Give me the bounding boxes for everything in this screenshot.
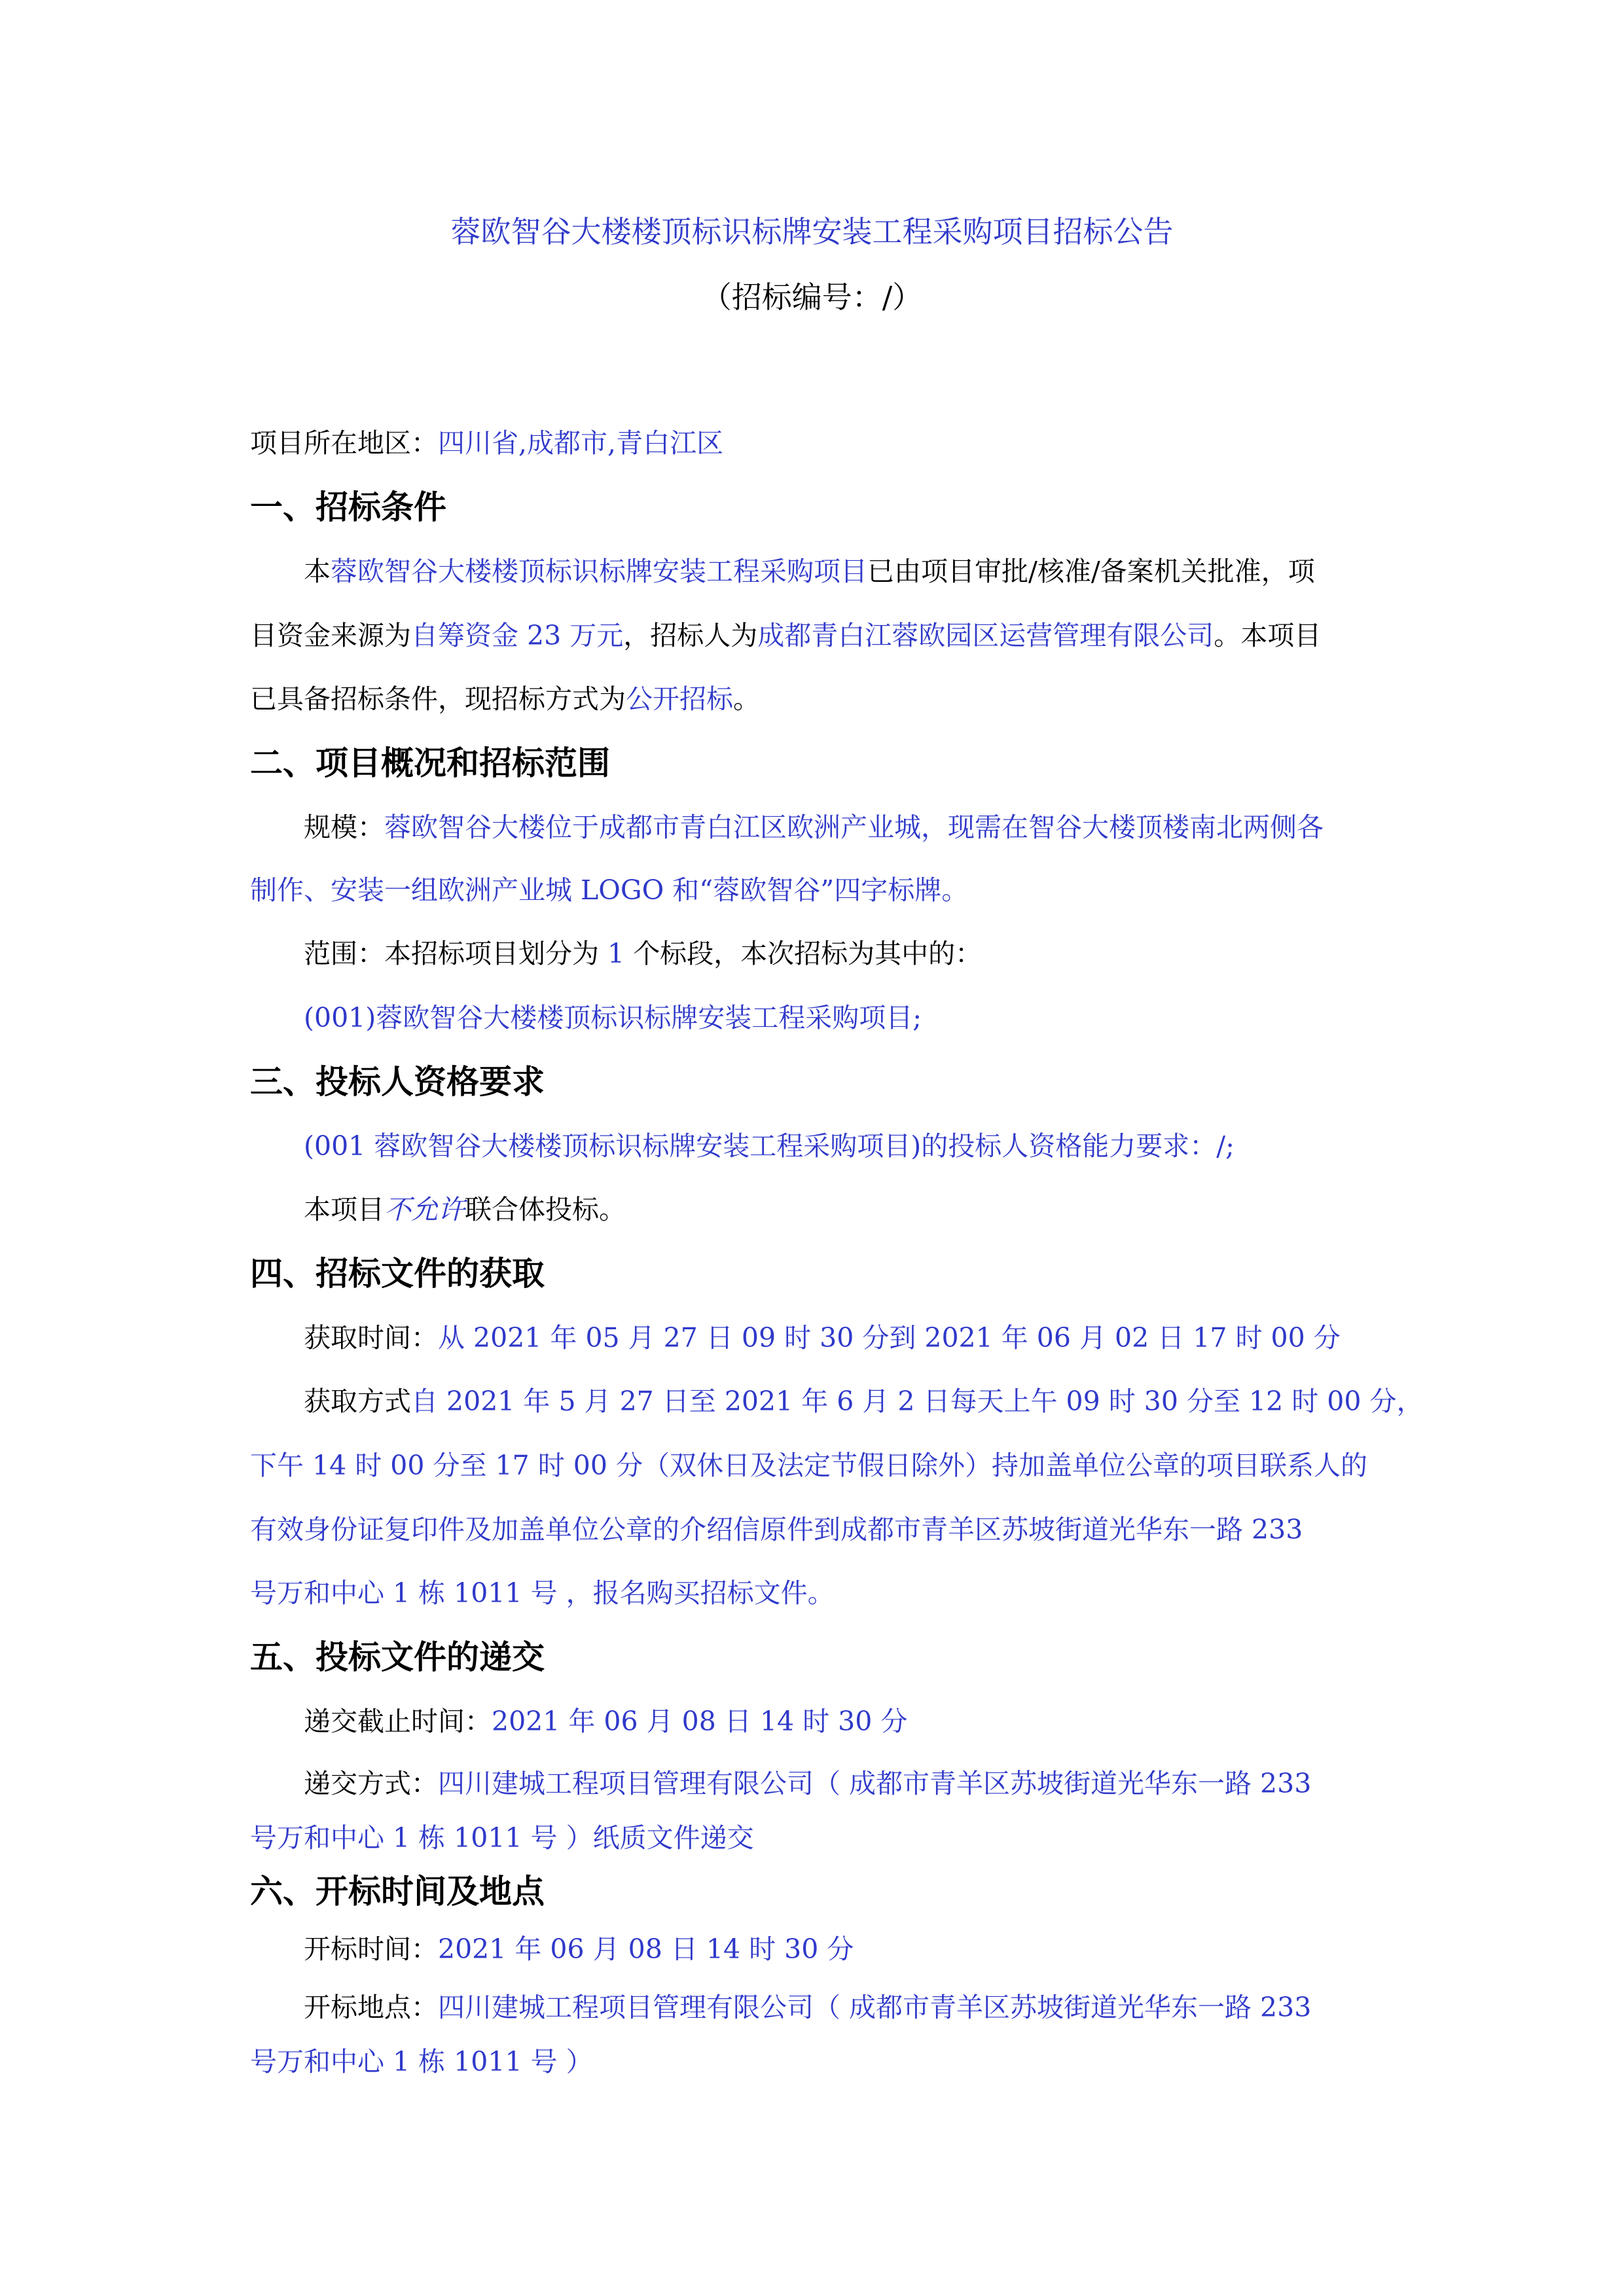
- section-heading-6: 六、开标时间及地点: [250, 1873, 545, 1910]
- s2-scale-line-2: 制作、安装一组欧洲产业城 LOGO 和“蓉欧智谷”四字标牌。: [250, 874, 969, 906]
- section-heading-1: 一、招标条件: [250, 488, 446, 526]
- section-heading-2: 二、项目概况和招标范围: [250, 744, 610, 782]
- s6-time: 开标时间：2021 年 06 月 08 日 14 时 30 分: [304, 1933, 854, 1965]
- s3-joint-bid: 本项目不允许联合体投标。: [304, 1194, 626, 1225]
- tender-code: （招标编号：/）: [701, 279, 923, 315]
- s5-method-line-1: 递交方式：四川建城工程项目管理有限公司（ 成都市青羊区苏坡街道光华东一路 233: [304, 1768, 1312, 1799]
- s4-method-line-3: 有效身份证复印件及加盖单位公章的介绍信原件到成都市青羊区苏坡街道光华东一路 233: [250, 1514, 1303, 1545]
- section-heading-4: 四、招标文件的获取: [250, 1255, 545, 1293]
- s2-range: 范围：本招标项目划分为 1 个标段，本次招标为其中的：: [304, 938, 983, 969]
- s1-line-3: 已具备招标条件，现招标方式为公开招标。: [250, 683, 760, 715]
- s4-method-line-2: 下午 14 时 00 分至 17 时 00 分（双休日及法定节假日除外）持加盖单位公章的项目联系人的: [250, 1450, 1367, 1481]
- s5-deadline: 递交截止时间：2021 年 06 月 08 日 14 时 30 分: [304, 1706, 908, 1737]
- s2-lot: (001)蓉欧智谷大楼楼顶标识标牌安装工程采购项目;: [304, 1002, 922, 1033]
- s4-time: 获取时间：从 2021 年 05 月 27 日 09 时 30 分到 2021 年 06 月 02 日 17 时 00 分: [304, 1322, 1341, 1354]
- section-heading-5: 五、投标文件的递交: [250, 1638, 545, 1676]
- project-location: 项目所在地区：四川省,成都市,青白江区: [250, 427, 724, 459]
- s1-line-1: 本蓉欧智谷大楼楼顶标识标牌安装工程采购项目已由项目审批/核准/备案机关批准，项: [304, 556, 1315, 587]
- s6-place-line-2: 号万和中心 1 栋 1011 号 ）: [250, 2046, 593, 2077]
- s3-requirement: (001 蓉欧智谷大楼楼顶标识标牌安装工程采购项目)的投标人资格能力要求：/;: [304, 1130, 1235, 1162]
- section-heading-3: 三、投标人资格要求: [250, 1063, 545, 1101]
- s5-method-line-2: 号万和中心 1 栋 1011 号 ）纸质文件递交: [250, 1822, 754, 1854]
- s2-scale-line-1: 规模：蓉欧智谷大楼位于成都市青白江区欧洲产业城，现需在智谷大楼顶楼南北两侧各: [304, 812, 1324, 843]
- s1-line-2: 目资金来源为自筹资金 23 万元，招标人为成都青白江蓉欧园区运营管理有限公司。本项目: [250, 620, 1322, 651]
- s6-place-line-1: 开标地点：四川建城工程项目管理有限公司（ 成都市青羊区苏坡街道光华东一路 233: [304, 1992, 1312, 2023]
- s4-method-line-4: 号万和中心 1 栋 1011 号 ，报名购买招标文件。: [250, 1577, 835, 1609]
- document-title: 蓉欧智谷大楼楼顶标识标牌安装工程采购项目招标公告: [450, 214, 1174, 249]
- s4-method-line-1: 获取方式自 2021 年 5 月 27 日至 2021 年 6 月 2 日每天上午 09 时 30 分至 12 时 00 分，: [304, 1386, 1424, 1417]
